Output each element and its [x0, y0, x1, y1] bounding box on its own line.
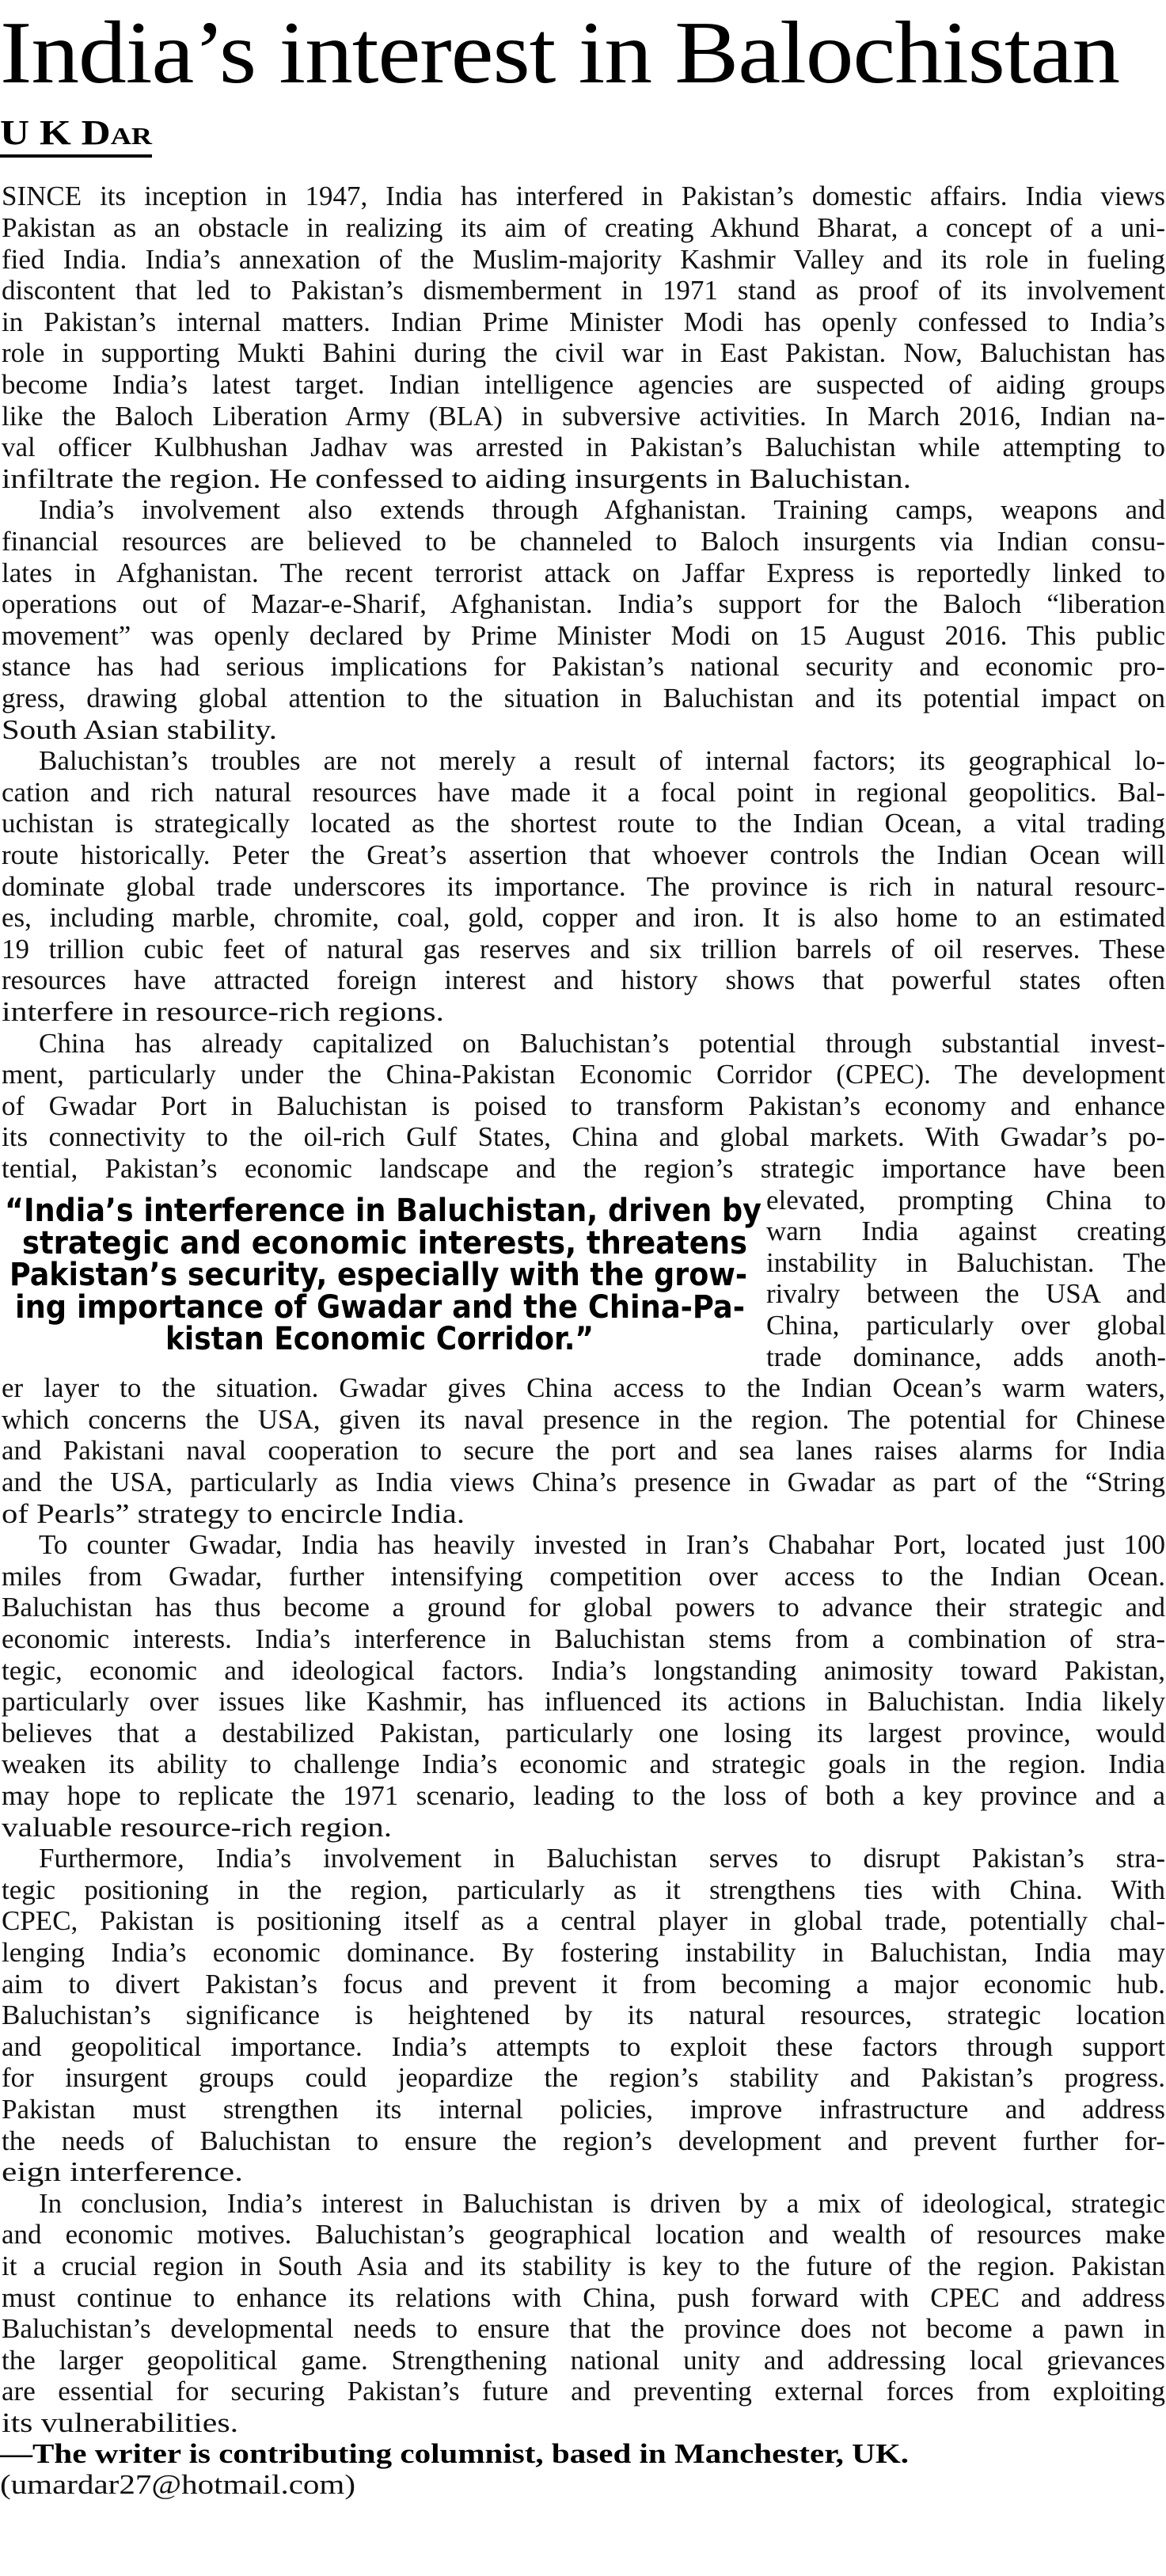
paragraph-line — [2, 1372, 1165, 1404]
pull-quote-line — [15, 1288, 808, 1326]
paragraph-line — [2, 306, 1165, 338]
body-text: South Asian stability. — [2, 713, 277, 745]
pull-quote-text: kistan Economic Corridor.” — [165, 1321, 594, 1357]
pull-quote-text: ing importance of Gwadar and the China-Pa- — [15, 1288, 745, 1326]
body-text: may hope to replicate the 1971 scenario, leading to the loss of both a key province and a — [2, 1780, 1165, 1811]
paragraph-first-line — [39, 1843, 1165, 1874]
body-text: China, particularly over global — [766, 1310, 1166, 1341]
body-text: operations out of Mazar-e-Sharif, Afghanistan. India’s support for the Baloch “liberation — [2, 588, 1165, 620]
body-text: elevated, prompting China to — [766, 1184, 1166, 1216]
paragraph-line — [2, 1121, 1165, 1153]
paragraph-line — [2, 1623, 1165, 1655]
paragraph-line — [2, 1497, 465, 1530]
paragraph-line — [2, 1780, 1165, 1812]
body-text: rivalry between the USA and — [766, 1278, 1166, 1310]
paragraph-first-line — [39, 745, 1165, 777]
body-text: uchistan is strategically located as the shortest route to the Indian Ocean, a vital trading — [2, 808, 1165, 839]
paragraph-line — [2, 965, 1165, 996]
wrap-column-line — [766, 1341, 1166, 1373]
paragraph-line — [2, 651, 1165, 683]
paragraph-line — [2, 1655, 1165, 1687]
body-text: Baluchistan’s developmental needs to ensure that the province does not become a pawn in — [2, 2313, 1165, 2345]
body-text: warn India against creating — [766, 1216, 1166, 1247]
paragraph-line — [2, 713, 277, 746]
paragraph-line — [2, 839, 1165, 871]
body-text: and the USA, particularly as India views China’s presence in Gwadar as part of the “String — [2, 1467, 1165, 1497]
author-email-text: (umardar27@hotmail.com) — [0, 2469, 355, 2500]
paragraph-first-line — [39, 494, 1165, 526]
body-text: Baluchistan’s significance is heightened by its natural resources, strategic location — [2, 2000, 1165, 2031]
body-text: for insurgent groups could jeopardize the region’s stability and Pakistan’s progress. — [2, 2062, 1165, 2094]
paragraph-line — [2, 1905, 1165, 1937]
body-text: the needs of Baluchistan to ensure the region’s development and prevent further for- — [2, 2125, 1165, 2156]
paragraph-line — [2, 2031, 1165, 2063]
body-text: cation and rich natural resources have made it a focal point in regional geopolitics. Bal- — [2, 776, 1165, 808]
paragraph-line — [2, 2345, 1165, 2376]
writer-note — [0, 2438, 909, 2470]
paragraph-line — [2, 2282, 1165, 2314]
body-text: route historically. Peter the Great’s assertion that whoever controls the Indian Ocean will — [2, 839, 1165, 870]
body-text: es, including marble, chromite, coal, gold, copper and iron. It is also home to an estimated — [2, 902, 1165, 934]
body-text: tential, Pakistan’s economic landscape and the region’s strategic importance have been — [2, 1153, 1165, 1184]
body-text: economic interests. India’s interference in Baluchistan stems from a combination of stra- — [2, 1623, 1165, 1654]
writer-note-text: —The writer is contributing columnist, based in Manchester, UK. — [0, 2438, 909, 2469]
paragraph-line — [2, 1467, 1165, 1498]
pull-quote-text: “India’s interference in Baluchistan, driven by — [5, 1193, 762, 1229]
body-text: instability in Baluchistan. The — [766, 1246, 1166, 1278]
body-text: must continue to enhance its relations with China, push forward with CPEC and address — [2, 2281, 1165, 2313]
body-text: and geopolitical importance. India’s attempts to exploit these factors through support — [2, 2030, 1165, 2062]
author-underline-divider — [0, 154, 152, 158]
body-text: particularly over issues like Kashmir, has influenced its actions in Baluchistan. India likely — [2, 1686, 1165, 1718]
author-email — [0, 2469, 355, 2501]
body-text: 19 trillion cubic feet of natural gas reserves and six trillion barrels of oil reserves. These — [2, 933, 1165, 965]
body-text: To counter Gwadar, India has heavily invested in Iran’s Chabahar Port, located just 100 — [39, 1529, 1165, 1561]
body-text: movement” was openly declared by Prime Minister Modi on 15 August 2016. This public — [2, 619, 1165, 651]
paragraph-line — [2, 432, 1165, 463]
body-text: interfere in resource-rich regions. — [2, 996, 444, 1027]
body-text: it a crucial region in South Asia and its stability is key to the future of the region. Pakistan — [2, 2251, 1165, 2281]
paragraph-line — [2, 1561, 1165, 1592]
author-name: U K Dar — [0, 113, 152, 152]
pull-quote-line — [5, 1195, 833, 1227]
body-text: in Pakistan’s internal matters. Indian Prime Minister Modi has openly confessed to India’s — [2, 306, 1165, 337]
body-text: lates in Afghanistan. The recent terrorist attack on Jaffar Express is reportedly linked to — [2, 557, 1165, 588]
body-text: val officer Kulbhushan Jadhav was arrested in Pakistan’s Baluchistan while attempting to — [2, 432, 1165, 463]
paragraph-line — [2, 1686, 1165, 1718]
body-text: eign interference. — [2, 2156, 243, 2188]
paragraph-line — [2, 1153, 1165, 1185]
body-text: Baluchistan has thus become a ground for global powers to advance their strategic and — [2, 1592, 1165, 1623]
paragraph-line — [2, 526, 1165, 557]
body-text: discontent that led to Pakistan’s dismemberment in 1971 stand as proof of its involvement — [2, 275, 1165, 306]
body-text: and economic motives. Baluchistan’s geographical location and wealth of resources make — [2, 2219, 1165, 2251]
paragraph-line — [2, 2313, 1165, 2345]
body-text: fied India. India’s annexation of the Muslim-majority Kashmir Valley and its role in fueling — [2, 243, 1165, 275]
paragraph-line — [2, 1811, 393, 1844]
body-text: gress, drawing global attention to the situation in Baluchistan and its potential impact on — [2, 683, 1165, 713]
paragraph-line — [2, 2062, 1165, 2094]
body-text: which concerns the USA, given its naval presence in the region. The potential for Chinese — [2, 1403, 1165, 1435]
body-text: miles from Gwadar, further intensifying competition over access to the Indian Ocean. — [2, 1560, 1165, 1592]
body-text: Baluchistan’s troubles are not merely a result of internal factors; its geographical lo- — [39, 745, 1165, 777]
body-text: er layer to the situation. Gwadar gives China access to the Indian Ocean’s warm waters, — [2, 1372, 1165, 1404]
paragraph-line — [2, 1937, 1165, 1969]
body-text: Pakistan as an obstacle in realizing its aim of creating Akhund Bharat, a concept of a uni- — [2, 212, 1165, 243]
paragraph-line — [2, 369, 1165, 401]
wrap-column-line — [766, 1310, 1166, 1341]
paragraph-line — [2, 1718, 1165, 1749]
body-text: and Pakistani naval cooperation to secure the port and sea lanes raises alarms for India — [2, 1435, 1165, 1467]
body-text: tegic, economic and ideological factors. India’s longstanding animosity toward Pakistan, — [2, 1654, 1165, 1686]
paragraph-line — [2, 2000, 1165, 2031]
paragraph-first-line — [39, 1529, 1165, 1561]
body-text: Furthermore, India’s involvement in Baluchistan serves to disrupt Pakistan’s stra- — [39, 1843, 1165, 1874]
body-text: dominate global trade underscores its importance. The province is rich in natural resourc- — [2, 870, 1165, 902]
paragraph-line — [2, 902, 1165, 934]
body-text: financial resources are believed to be channeled to Baloch insurgents via Indian consu- — [2, 526, 1165, 557]
paragraph-line — [2, 275, 1165, 306]
body-text: its vulnerabilities. — [2, 2407, 238, 2438]
paragraph-line — [2, 1090, 1165, 1122]
paragraph-first-line — [2, 181, 1165, 212]
paragraph-line — [2, 588, 1165, 620]
paragraph-line — [2, 934, 1165, 965]
paragraph-line — [2, 2251, 1165, 2282]
paragraph-line — [2, 1435, 1165, 1467]
body-text: of Pearls” strategy to encircle India. — [2, 1497, 465, 1529]
body-text: SINCE its inception in 1947, India has interfered in Pakistan’s domestic affairs. India views — [2, 181, 1165, 212]
paragraph-line — [2, 871, 1165, 903]
paragraph-line — [2, 244, 1165, 276]
body-text: CPEC, Pakistan is positioning itself as a central player in global trade, potentially chal- — [2, 1905, 1165, 1937]
body-text: role in supporting Mukti Bahini during the civil war in East Pakistan. Now, Baluchistan has — [2, 337, 1165, 369]
pull-quote-text: Pakistan’s security, especially with the grow- — [9, 1257, 747, 1293]
paragraph-line — [2, 808, 1165, 839]
paragraph-line — [2, 996, 444, 1028]
paragraph-line — [2, 462, 911, 495]
paragraph-line — [2, 2156, 243, 2188]
body-text: tegic positioning in the region, particularly as it strengthens ties with China. With — [2, 1874, 1165, 1905]
body-text: of Gwadar Port in Baluchistan is poised to transform Pakistan’s economy and enhance — [2, 1090, 1165, 1121]
pull-quote-line — [22, 1224, 807, 1261]
body-text: lenging India’s economic dominance. By fostering instability in Baluchistan, India may — [2, 1937, 1165, 1968]
pull-quote-line — [165, 1323, 642, 1356]
paragraph-line — [2, 1874, 1165, 1906]
body-text: aim to divert Pakistan’s focus and prevent it from becoming a major economic hub. — [2, 1968, 1165, 2000]
paragraph-first-line — [39, 1028, 1165, 1060]
body-text: believes that a destabilized Pakistan, particularly one losing its largest province, would — [2, 1717, 1165, 1748]
body-text: infiltrate the region. He confessed to aiding insurgents in Baluchistan. — [2, 462, 911, 494]
body-text: the larger geopolitical game. Strengthening national unity and addressing local grievances — [2, 2344, 1165, 2376]
paragraph-line — [2, 777, 1165, 809]
body-text: stance has had serious implications for Pakistan’s national security and economic pro- — [2, 651, 1165, 683]
paragraph-line — [2, 1748, 1165, 1780]
body-text: its connectivity to the oil-rich Gulf States, China and global markets. With Gwadar’s po- — [2, 1121, 1165, 1153]
paragraph-line — [2, 683, 1165, 714]
paragraph-line — [2, 1969, 1165, 2000]
paragraph-line — [2, 2125, 1165, 2157]
paragraph-line — [2, 557, 1165, 589]
paragraph-line — [2, 401, 1165, 432]
body-text: Pakistan must strengthen its internal policies, improve infrastructure and address — [2, 2094, 1165, 2125]
body-text: India’s involvement also extends through Afghanistan. Training camps, weapons and — [39, 494, 1165, 526]
article-title-text: India’s interest in Balochistan — [0, 4, 1119, 102]
article-title — [0, 4, 1119, 102]
paragraph-line — [2, 337, 1165, 369]
wrap-column-line — [766, 1278, 1166, 1310]
paragraph-first-line — [39, 2188, 1165, 2220]
paragraph-line — [2, 2376, 1165, 2407]
paragraph-line — [2, 2219, 1165, 2251]
body-text: like the Baloch Liberation Army (BLA) in subversive activities. In March 2016, Indian na- — [2, 400, 1165, 432]
paragraph-line — [2, 212, 1165, 244]
paragraph-line — [2, 1592, 1165, 1623]
body-text: weaken its ability to challenge India’s economic and strategic goals in the region. India — [2, 1748, 1165, 1780]
paragraph-line — [2, 1059, 1165, 1090]
body-text: become India’s latest target. Indian intelligence agencies are suspected of aiding groups — [2, 369, 1165, 400]
paragraph-line — [2, 2094, 1165, 2125]
body-text: are essential for securing Pakistan’s future and preventing external forces from exploiting — [2, 2376, 1165, 2407]
pull-quote-text: strategic and economic interests, threatens — [22, 1224, 747, 1261]
wrap-column-line — [766, 1247, 1166, 1279]
paragraph-line — [2, 2407, 238, 2439]
pull-quote-line — [9, 1259, 819, 1292]
author-byline — [0, 113, 152, 152]
body-text: trade dominance, adds anoth- — [766, 1341, 1166, 1372]
paragraph-line — [2, 620, 1165, 652]
body-text: valuable resource-rich region. — [2, 1811, 393, 1843]
body-text: In conclusion, India’s interest in Baluchistan is driven by a mix of ideological, strategic — [39, 2187, 1165, 2219]
paragraph-line — [2, 1404, 1165, 1436]
body-text: resources have attracted foreign interest and history shows that powerful states often — [2, 965, 1165, 996]
body-text: ment, particularly under the China-Pakistan Economic Corridor (CPEC). The development — [2, 1059, 1165, 1090]
body-text: China has already capitalized on Baluchistan’s potential through substantial invest- — [39, 1027, 1165, 1059]
